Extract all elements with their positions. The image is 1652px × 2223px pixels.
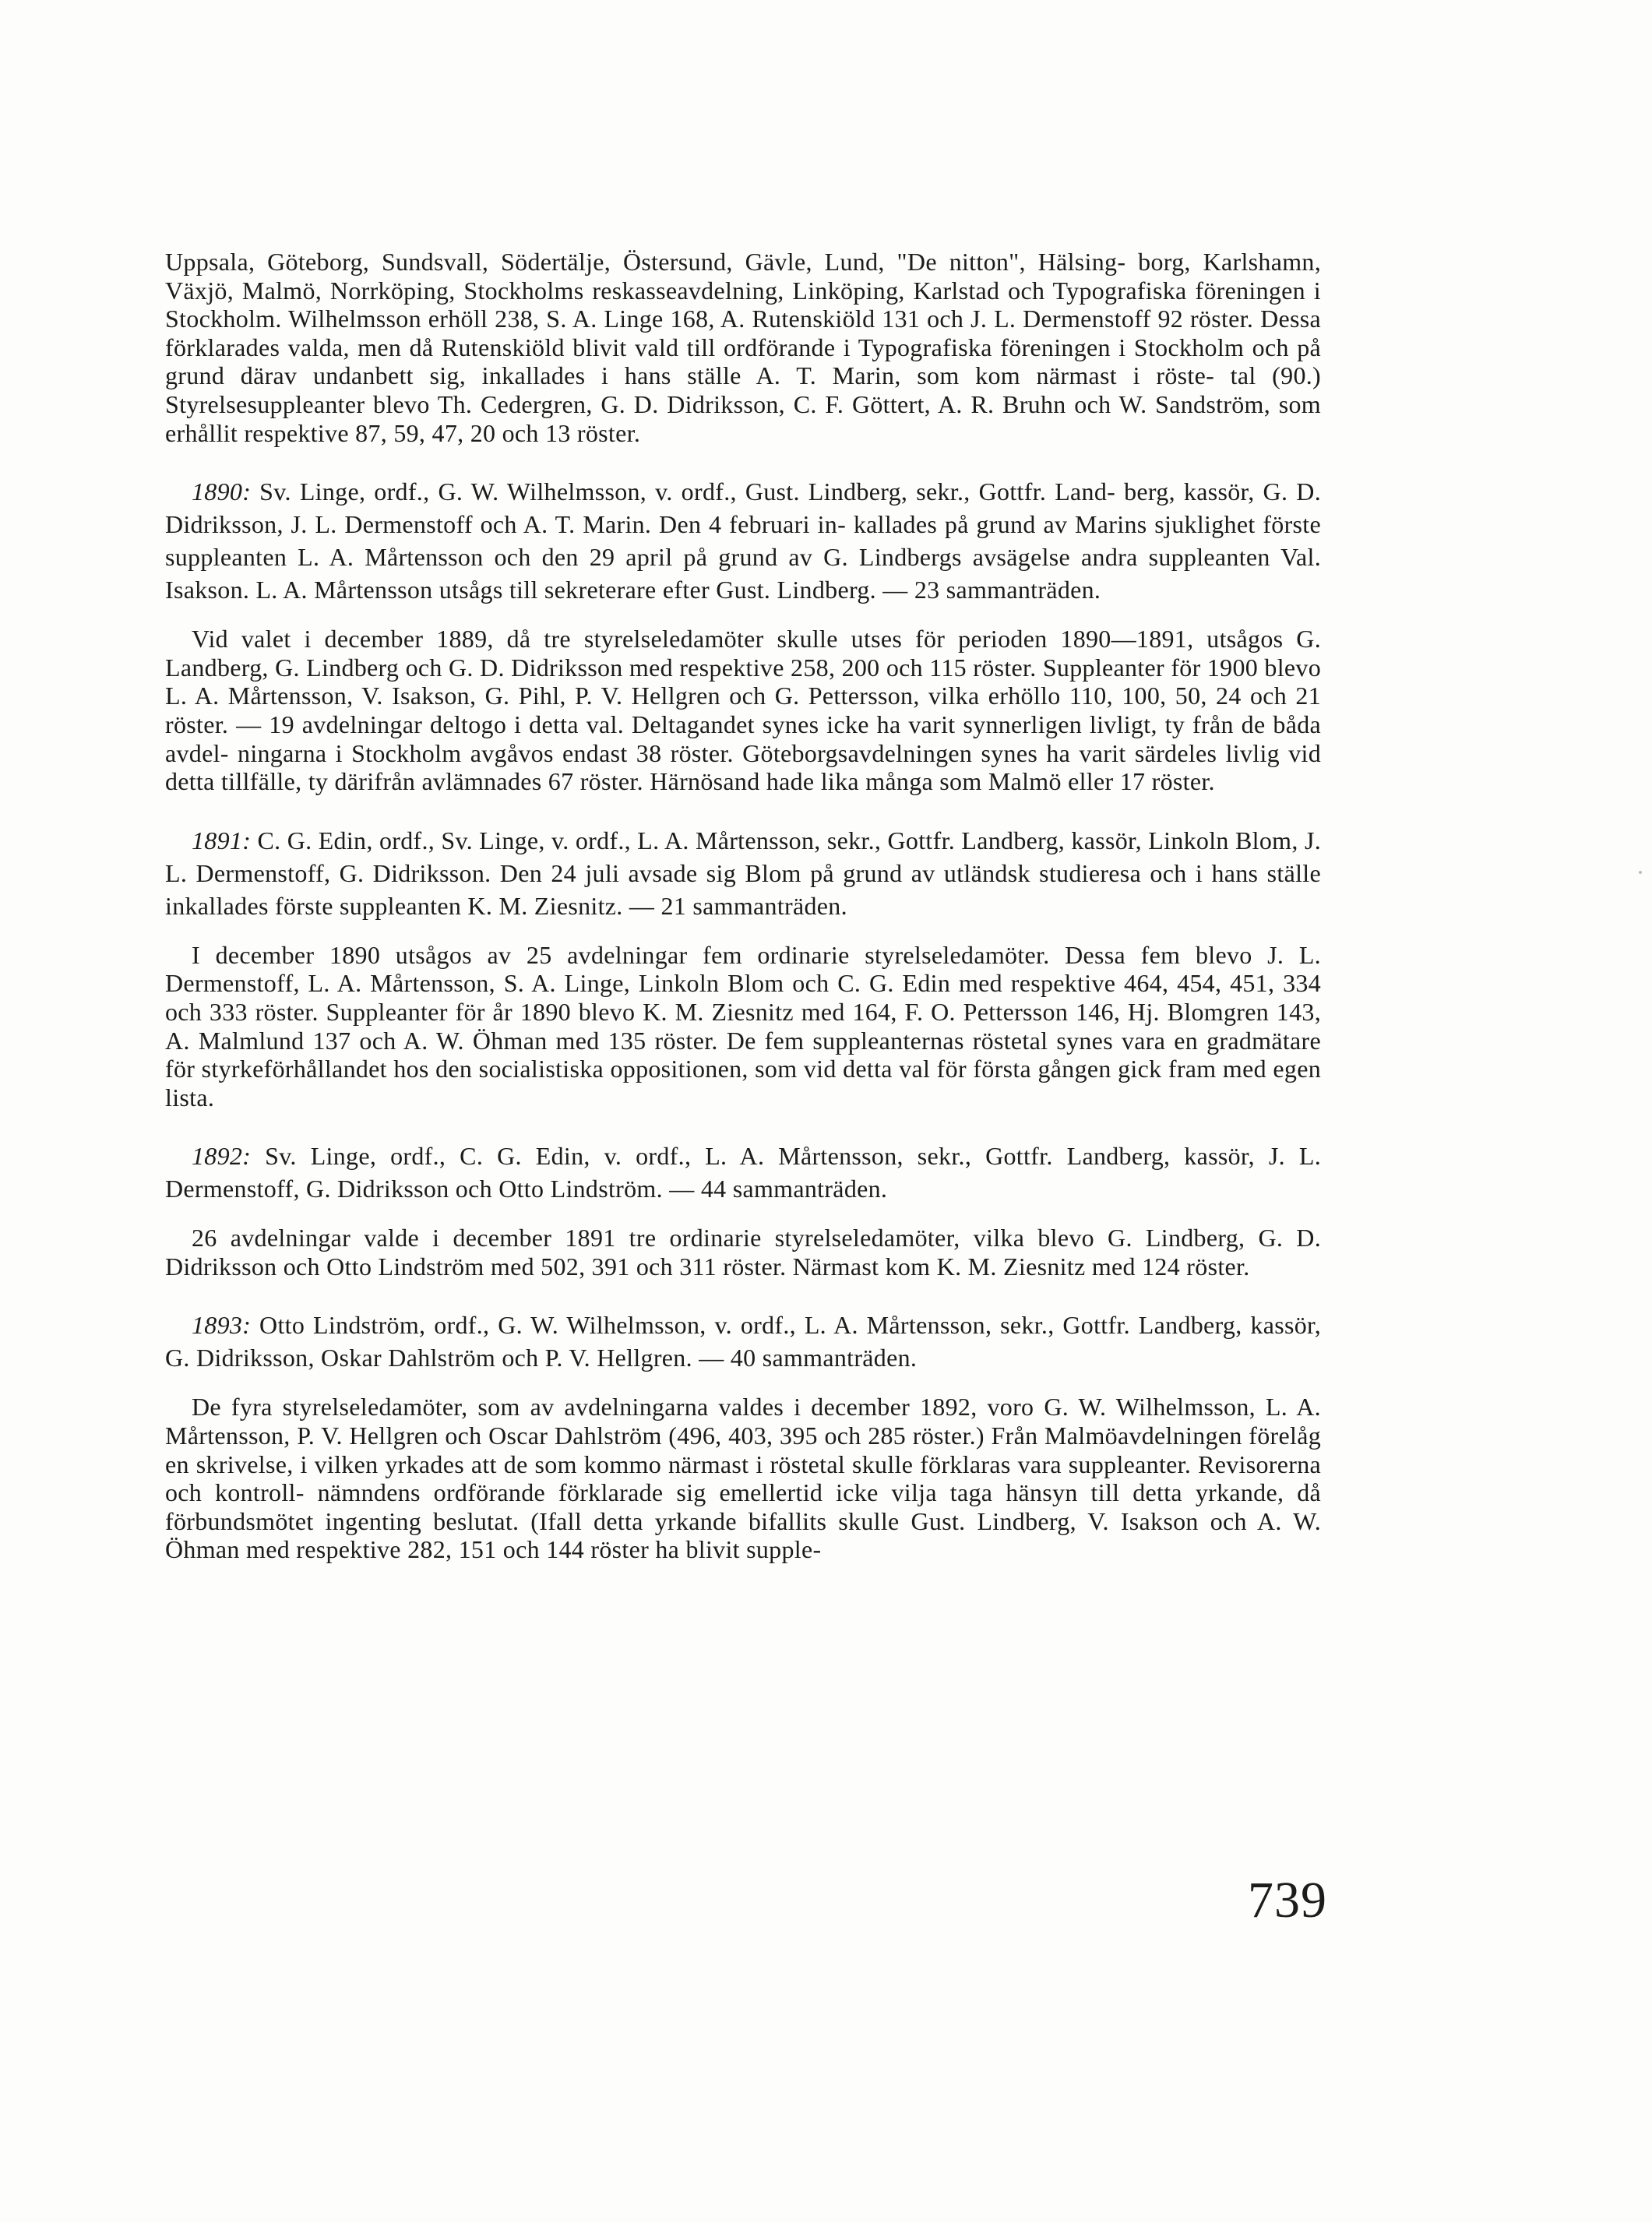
paragraph-gap [165,1374,1321,1393]
year-label-1890: 1890: [192,477,252,506]
board-entry-1892 [165,1140,1321,1205]
paragraph-election-results-1889: Uppsala, Göteborg, Sundsvall, Södertälje, Östersund, Gävle, Lund, "De nitton", Hälsing- borg, Karlshamn, Växjö, Malmö, Norrköping, Stockholms reskasseavdelning, Linköping, Karlstad och Typografiska föreningen i Stockholm. Wilhelmsson erhöll 238, S. A. Linge 168, A. Rutenskiöld 131 och J. L. Dermenstoff 92 röster. Dessa förklarades valda, men då Rutenskiöld blivit vald till ordförande i Typografiska föreningen i Stockholm och på grund därav undanbett sig, inkallades i hans ställe A. T. Marin, som kom närmast i röste- tal (90.) Styrelsesuppleanter blevo Th. Cedergren, G. D. Didriksson, C. F. Göttert, A. R. Bruhn och W. Sandström, som erhållit respektive 87, 59, 47, 20 och 13 röster. [165,248,1321,447]
board-entry-1893 [165,1309,1321,1374]
board-entry-1892-text: Sv. Linge, ordf., C. G. Edin, v. ordf., L. A. Mårtensson, sekr., Gottfr. Landberg, kassör, J. L. Dermenstoff, G. Didriksson och Otto Lindström. — 44 sammanträden. [165,1142,1321,1203]
page-number: 739 [1248,1872,1327,1929]
board-entry-1890-text: Sv. Linge, ordf., G. W. Wilhelmsson, v. ordf., Gust. Lindberg, sekr., Gottfr. Land- berg, kassör, G. D. Didriksson, J. L. Dermenstoff och A. T. Marin. Den 4 februari in- kallades på grund av Marins sjuklighet förste suppleanten L. A. Mårtensson och den 29 april på grund av G. Lindbergs avsägelse andra suppleanten Val. Isakson. L. A. Mårtensson utsågs till sekreterare efter Gust. Lindberg. — 23 sammanträden. [165,477,1321,604]
board-entry-1893-text: Otto Lindström, ordf., G. W. Wilhelmsson, v. ordf., L. A. Mårtensson, sekr., Gottfr. Landberg, kassör, G. Didriksson, Oskar Dahlström och P. V. Hellgren. — 40 sammanträden. [165,1311,1321,1372]
paragraph-election-december-1889: Vid valet i december 1889, då tre styrelseledamöter skulle utses för perioden 1890—1891, utsågos G. Landberg, G. Lindberg och G. D. Didriksson med respektive 258, 200 och 115 röster. Suppleanter för 1900 blevo L. A. Mårtensson, V. Isakson, G. Pihl, P. V. Hellgren och G. Pettersson, vilka erhöllo 110, 100, 50, 24 och 21 röster. — 19 avdelningar deltogo i detta val. Deltagandet synes icke ha varit synnerligen livligt, ty från de båda avdel- ningarna i Stockholm avgåvos endast 38 röster. Göteborgsavdelningen synes ha varit särdeles livlig vid detta tillfälle, ty därifrån avlämnades 67 röster. Härnösand hade lika många som Malmö eller 17 röster. [165,625,1321,796]
board-entry-1891-text: C. G. Edin, ordf., Sv. Linge, v. ordf., L. A. Mårtensson, sekr., Gottfr. Landberg, kassör, Linkoln Blom, J. L. Dermenstoff, G. Didriksson. Den 24 juli avsade sig Blom på grund av utländsk studieresa och i hans ställe inkallades förste suppleanten K. M. Ziesnitz. — 21 sammanträden. [165,826,1321,920]
body-text [165,248,1321,1564]
paragraph-gap [165,1205,1321,1224]
paragraph-election-december-1890: I december 1890 utsågos av 25 avdelningar fem ordinarie styrelseledamöter. Dessa fem blevo J. L. Dermenstoff, L. A. Mårtensson, S. A. Linge, Linkoln Blom och C. G. Edin med respektive 464, 454, 451, 334 och 333 röster. Suppleanter för år 1890 blevo K. M. Ziesnitz med 164, F. O. Pettersson 146, Hj. Blomgren 143, A. Malmlund 137 och A. W. Öhman med 135 röster. De fem suppleanternas röstetal synes vara en gradmätare för styrkeförhållandet hos den socialistiska oppositionen, som vid detta val för första gången gick fram med egen lista. [165,940,1321,1112]
paragraph-gap [165,922,1321,941]
paragraph-gap [165,796,1321,824]
year-label-1893: 1893: [192,1311,252,1340]
paragraph-election-december-1891: 26 avdelningar valde i december 1891 tre ordinarie styrelseledamöter, vilka blevo G. Lindberg, G. D. Didriksson och Otto Lindström med 502, 391 och 311 röster. Närmast kom K. M. Ziesnitz med 124 röster. [165,1224,1321,1281]
board-entry-1891 [165,824,1321,922]
paragraph-gap [165,1281,1321,1309]
paragraph-gap [165,447,1321,475]
board-entry-1890 [165,475,1321,606]
scan-dust-mark [1639,871,1642,874]
paragraph-election-december-1892: De fyra styrelseledamöter, som av avdelningarna valdes i december 1892, voro G. W. Wilhelmsson, L. A. Mårtensson, P. V. Hellgren och Oscar Dahlström (496, 403, 395 och 285 röster.) Från Malmöavdelningen förelåg en skrivelse, i vilken yrkades att de som kommo närmast i röstetal skulle förklaras vara suppleanter. Revisorerna och kontroll- nämndens ordförande förklarade sig emellertid icke vilja taga hänsyn till detta yrkande, då förbundsmötet ingenting beslutat. (Ifall detta yrkande bifallits skulle Gust. Lindberg, V. Isakson och A. W. Öhman med respektive 282, 151 och 144 röster ha blivit supple- [165,1393,1321,1564]
paragraph-gap [165,606,1321,625]
year-label-1891: 1891: [192,826,252,854]
paragraph-gap [165,1112,1321,1140]
year-label-1892: 1892: [192,1142,252,1171]
